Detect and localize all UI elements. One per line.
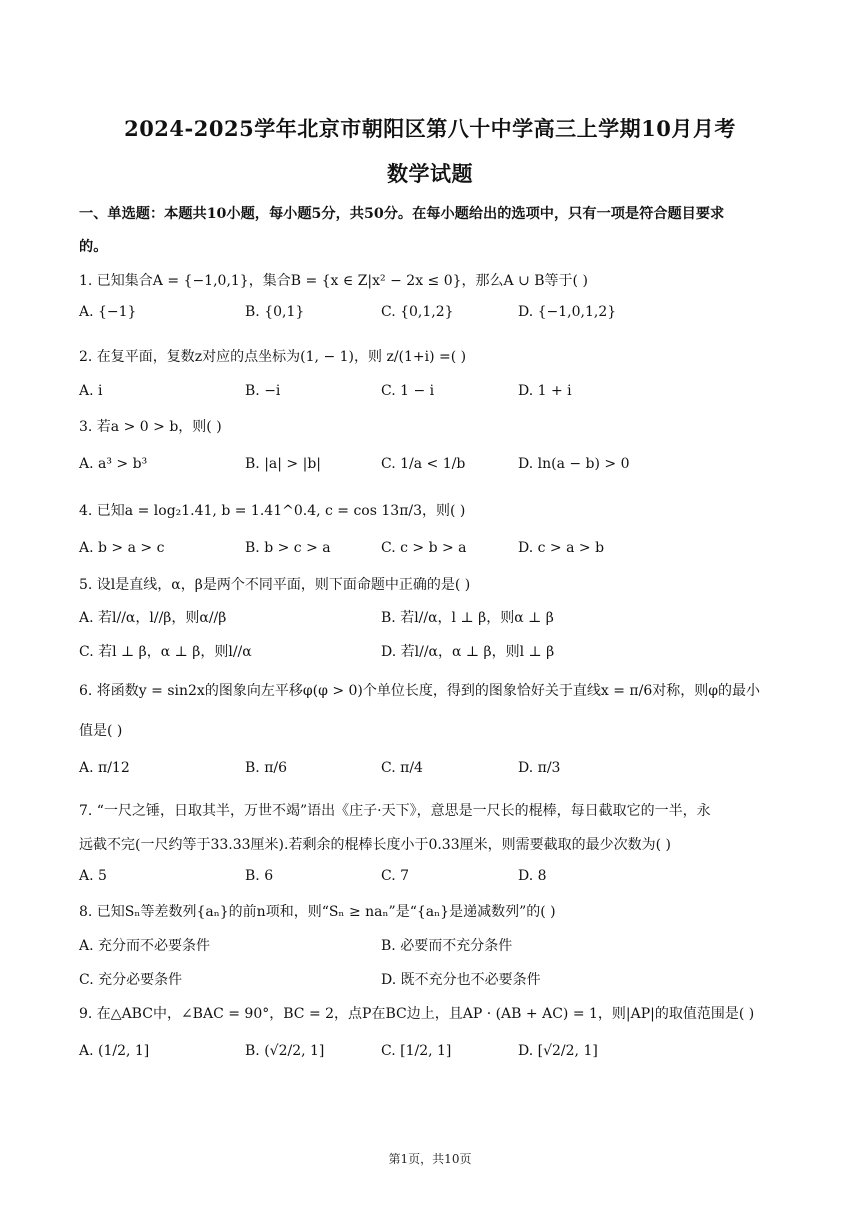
- question-6-stem: 6. 将函数y = sin2x的图象向左平移φ(φ > 0)个单位长度，得到的图象恰好关于直线x = π/6对称，则φ的最小: [79, 683, 761, 699]
- question-1-stem: 1. 已知集合A = {−1,0,1}，集合B = {x ∈ Z|x² − 2x ≤ 0}，那么A ∪ B等于( ): [79, 273, 588, 289]
- option-d: D. ln(a − b) > 0: [518, 456, 630, 472]
- section-heading: 一、单选题：本题共10小题，每小题5分，共50分。在每小题给出的选项中，只有一项是符合题目要求: [79, 206, 725, 222]
- option-d: D. 8: [518, 868, 547, 884]
- option-c: C. c > b > a: [381, 540, 467, 556]
- option-a: A. a³ > b³: [79, 456, 148, 472]
- option-b: B. 必要而不充分条件: [381, 938, 513, 954]
- option-b: B. {0,1}: [245, 304, 305, 320]
- question-8-stem: 8. 已知Sₙ等差数列{aₙ}的前n项和，则“Sₙ ≥ naₙ”是“{aₙ}是递减数列”的( ): [79, 904, 556, 920]
- question-5-options-row2: [79, 641, 799, 663]
- question-2-options: [79, 383, 799, 405]
- question-8-options-row2: [79, 969, 799, 991]
- option-c: C. π/4: [381, 760, 423, 776]
- question-7-options: [79, 868, 799, 890]
- option-c: C. {0,1,2}: [381, 304, 454, 320]
- question-3-stem: 3. 若a > 0 > b，则( ): [79, 419, 222, 435]
- question-5-options-row1: [79, 607, 799, 629]
- option-c: C. 7: [381, 868, 410, 884]
- option-d: D. 若l//α，α ⊥ β，则l ⊥ β: [381, 644, 555, 660]
- question-7-stem-cont: 远截不完(一尺约等于33.33厘米).若剩余的棍棒长度小于0.33厘米，则需要截取的最少次数为( ): [79, 837, 671, 853]
- question-1-options: [79, 304, 799, 326]
- section-heading-cont: 的。: [79, 239, 108, 255]
- question-9-stem: 9. 在△ABC中，∠BAC = 90°，BC = 2，点P在BC边上，且AP · (AB + AC) = 1，则|AP|的取值范围是( ): [79, 1006, 755, 1022]
- option-a: A. {−1}: [79, 304, 137, 320]
- question-7-stem: 7. “一尺之锤，日取其半，万世不竭”语出《庄子·天下》，意思是一尺长的棍棒，每日截取它的一半，永: [79, 803, 711, 819]
- option-b: B. 若l//α，l ⊥ β，则α ⊥ β: [381, 610, 554, 626]
- option-a: A. π/12: [79, 760, 130, 776]
- question-6-options: [79, 760, 799, 782]
- exam-subtitle: 数学试题: [387, 161, 473, 186]
- option-a: A. i: [79, 383, 103, 399]
- question-4-stem: 4. 已知a = log₂1.41, b = 1.41^0.4, c = cos 13π/3，则( ): [79, 503, 466, 519]
- question-5-stem: 5. 设l是直线，α，β是两个不同平面，则下面命题中正确的是( ): [79, 577, 471, 593]
- option-c: C. [1/2, 1]: [381, 1043, 452, 1059]
- question-6-stem-cont: 值是( ): [79, 723, 123, 739]
- page-footer: 第1页，共10页: [388, 1152, 472, 1166]
- option-a: A. 充分而不必要条件: [79, 938, 211, 954]
- option-a: A. 若l//α，l//β，则α//β: [79, 610, 227, 626]
- option-c: C. 若l ⊥ β，α ⊥ β，则l//α: [79, 644, 252, 660]
- question-3-options: [79, 456, 799, 478]
- question-8-options-row1: [79, 935, 799, 957]
- question-9-options: [79, 1043, 799, 1065]
- option-a: A. b > a > c: [79, 540, 165, 556]
- option-b: B. π/6: [245, 760, 288, 776]
- question-4-options: [79, 540, 799, 562]
- option-a: A. (1/2, 1]: [79, 1043, 150, 1059]
- option-c: C. 1/a < 1/b: [381, 456, 466, 472]
- option-d: D. π/3: [518, 760, 561, 776]
- option-c: C. 充分必要条件: [79, 972, 183, 988]
- option-b: B. b > c > a: [245, 540, 331, 556]
- question-2-stem: 2. 在复平面，复数z对应的点坐标为(1, − 1)，则 z/(1+i) =( ): [79, 349, 467, 365]
- option-d: D. 1 + i: [518, 383, 572, 399]
- exam-title: 2024-2025学年北京市朝阳区第八十中学高三上学期10月月考: [124, 116, 736, 141]
- option-c: C. 1 − i: [381, 383, 435, 399]
- option-b: B. 6: [245, 868, 274, 884]
- option-b: B. |a| > |b|: [245, 456, 321, 472]
- option-b: B. (√2/2, 1]: [245, 1043, 325, 1059]
- option-b: B. −i: [245, 383, 281, 399]
- option-d: D. c > a > b: [518, 540, 605, 556]
- option-d: D. [√2/2, 1]: [518, 1043, 598, 1059]
- option-a: A. 5: [79, 868, 107, 884]
- option-d: D. {−1,0,1,2}: [518, 304, 617, 320]
- option-d: D. 既不充分也不必要条件: [381, 972, 541, 988]
